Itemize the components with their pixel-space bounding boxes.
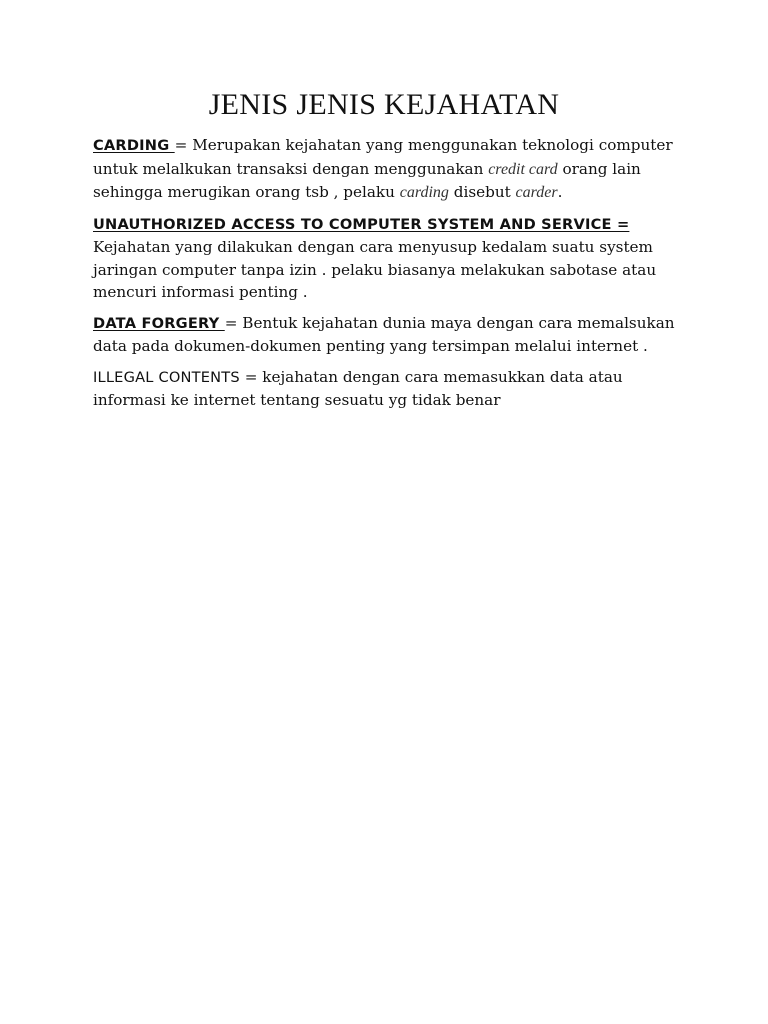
term-carding: CARDING	[93, 137, 175, 154]
document-title: JENIS JENIS KEJAHATAN	[208, 88, 560, 121]
definition-text: Bentuk kejahatan dunia maya dengan cara memalsukan data pada dokumen-dokumen penting yang tersimpan melalui internet .	[93, 313, 675, 355]
term-illegal-contents: ILLEGAL CONTENTS	[93, 368, 245, 386]
definition-text: disebut	[448, 183, 516, 201]
section-data-forgery	[93, 312, 683, 358]
separator: =	[244, 367, 263, 386]
definition-text: .	[557, 183, 563, 201]
separator: =	[224, 313, 243, 332]
term-data-forgery: DATA FORGERY	[93, 314, 225, 332]
definition-text: orang lain sehingga merugikan orang tsb , pelaku	[93, 159, 641, 201]
section-unauthorized-access	[93, 213, 683, 304]
section-illegal-contents	[93, 366, 683, 412]
definition-text: kejahatan dengan cara memasukkan data atau informasi ke internet tentang sesuatu yg tidak benar	[93, 367, 623, 409]
definition-text: Kejahatan yang dilakukan dengan cara menyusup kedalam suatu system jaringan computer tanpa izin . pelaku biasanya melakukan sabotase atau mencuri informasi penting .	[93, 238, 657, 301]
separator: =	[174, 136, 193, 154]
italic-term: carder	[515, 184, 558, 201]
definition-text: Merupakan kejahatan yang menggunakan teknologi computer untuk melalkukan transaksi dengan menggunakan	[93, 136, 673, 178]
italic-term: credit card	[488, 160, 558, 178]
section-carding	[93, 134, 683, 205]
term-unauthorized-access: UNAUTHORIZED ACCESS TO COMPUTER SYSTEM AND SERVICE =	[93, 215, 630, 233]
document-body	[93, 134, 683, 420]
italic-term: carding	[399, 184, 449, 201]
